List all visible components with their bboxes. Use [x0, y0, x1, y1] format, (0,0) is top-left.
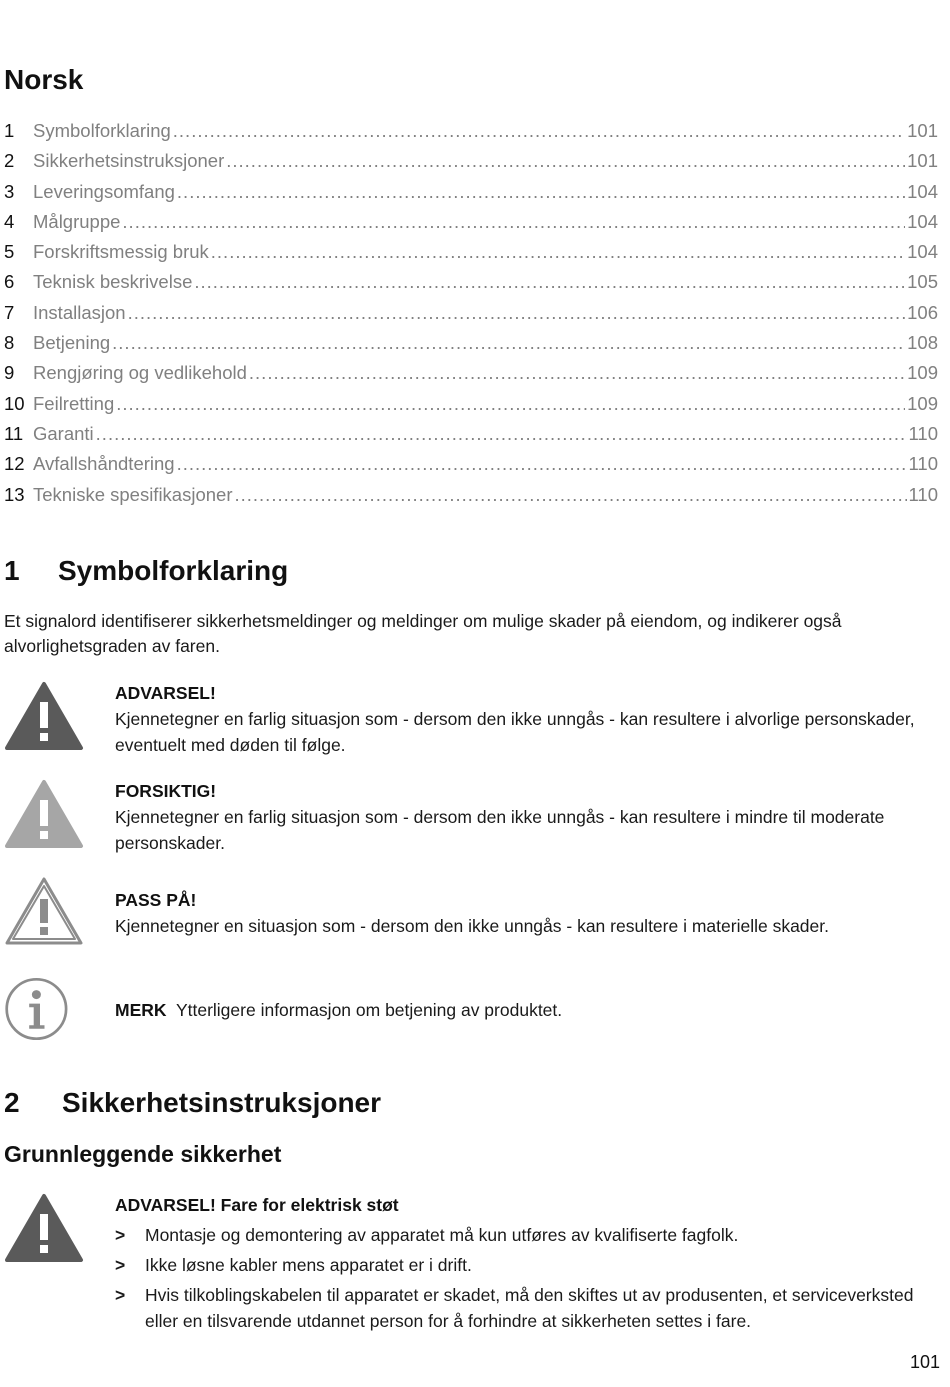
list-item	[115, 1222, 940, 1248]
toc-number: 9	[4, 362, 15, 384]
list-item-text: Montasje og demontering av apparatet må kun utføres av kvalifiserte fagfolk.	[145, 1225, 739, 1245]
toc-title: Betjening	[33, 332, 111, 354]
notice-label: ADVARSEL! Fare for elektrisk støt	[115, 1195, 399, 1215]
language-heading: Norsk	[4, 64, 84, 95]
toc-entry[interactable]	[4, 241, 938, 271]
bullet-marker: >	[115, 1225, 126, 1245]
toc-title: Rengjøring og vedlikehold	[33, 362, 247, 384]
toc-title: Teknisk beskrivelse	[33, 271, 193, 293]
section-title: Symbolforklaring	[58, 555, 289, 586]
toc-entry[interactable]	[4, 332, 938, 362]
toc-number: 7	[4, 301, 15, 323]
toc-entry[interactable]	[4, 453, 938, 483]
toc-entry[interactable]	[4, 150, 938, 180]
toc-number: 11	[4, 422, 24, 444]
toc-page: 104	[907, 241, 938, 263]
toc-leader	[226, 150, 905, 172]
toc-entry[interactable]	[4, 362, 938, 392]
toc-title: Garanti	[33, 422, 94, 444]
notice-body	[115, 997, 940, 1023]
toc-number: 13	[4, 483, 25, 505]
toc-entry[interactable]	[4, 181, 938, 211]
section-heading-sikkerhetsinstruksjoner	[4, 1087, 381, 1119]
toc-page: 110	[908, 422, 938, 444]
toc-page: 105	[907, 271, 938, 293]
section-number: 1	[4, 555, 20, 586]
notice-text: Kjennetegner en farlig situasjon som - dersom den ikke unngås - kan resultere i alvorlige personskader, eventuelt med døden til følge.	[115, 709, 915, 755]
toc-entry[interactable]	[4, 423, 938, 453]
notice-label: MERK	[115, 1000, 167, 1020]
bullet-marker: >	[115, 1255, 126, 1275]
warning-triangle-light-icon	[4, 778, 84, 850]
toc-page: 101	[907, 120, 938, 141]
toc-leader	[211, 241, 905, 263]
toc-title: Installasjon	[33, 301, 126, 323]
notice-text: Kjennetegner en farlig situasjon som - dersom den ikke unngås - kan resultere i mindre til moderate personskader.	[115, 807, 885, 853]
toc-leader	[194, 271, 905, 293]
toc-page: 104	[907, 210, 938, 232]
list-item-text: Hvis tilkoblingskabelen til apparatet er skadet, må den skiftes ut av produsenten, et serviceverksted eller en tilsvarende utdannet person for å forhindre at sikkerheten settes i fare.	[145, 1285, 914, 1331]
toc-title: Feilretting	[33, 392, 115, 414]
toc-page: 110	[908, 453, 938, 475]
toc-leader	[112, 332, 905, 354]
toc-leader	[128, 302, 906, 324]
toc-number: 2	[4, 150, 15, 172]
toc-title: Avfallshåndtering	[33, 453, 175, 475]
info-circle-icon	[4, 973, 76, 1045]
toc-entry[interactable]	[4, 271, 938, 301]
toc-leader	[96, 423, 907, 445]
toc-page: 104	[907, 180, 938, 202]
toc-title: Målgruppe	[33, 210, 121, 232]
toc-entry[interactable]	[4, 211, 938, 241]
document-page	[4, 0, 940, 1387]
notice-body	[115, 1192, 940, 1338]
toc-leader	[234, 484, 906, 506]
toc-title: Forskriftsmessig bruk	[33, 241, 209, 263]
list-item-text: Ikke løsne kabler mens apparatet er i drift.	[145, 1255, 472, 1275]
list-item	[115, 1252, 940, 1278]
toc-number: 12	[4, 453, 25, 475]
toc-number: 4	[4, 210, 15, 232]
warning-triangle-outline-icon	[4, 875, 84, 947]
toc-number: 1	[4, 120, 15, 141]
toc-title: Sikkerhetsinstruksjoner	[33, 150, 225, 172]
toc-page: 109	[907, 392, 938, 414]
section-title: Sikkerhetsinstruksjoner	[62, 1087, 382, 1118]
notice-text: Kjennetegner en situasjon som - dersom den ikke unngås - kan resultere i materielle skader.	[115, 916, 829, 936]
toc-entry[interactable]	[4, 484, 938, 514]
toc-leader	[177, 181, 905, 203]
section-intro-paragraph: Et signalord identifiserer sikkerhetsmeldinger og meldinger om mulige skader på eiendom, og indikerer også alvorlighetsgraden av faren.	[4, 611, 842, 656]
notice-label: ADVARSEL!	[115, 683, 216, 703]
toc-number: 6	[4, 271, 15, 293]
notice-label: PASS PÅ!	[115, 890, 197, 910]
warning-triangle-dark-icon	[4, 1192, 84, 1264]
toc-title: Leveringsomfang	[33, 180, 175, 202]
toc-page: 110	[908, 483, 938, 505]
toc-title: Symbolforklaring	[33, 120, 171, 141]
notice-body	[115, 887, 940, 939]
page-number: 101	[909, 1352, 940, 1372]
toc-page: 108	[907, 332, 938, 354]
toc-entry[interactable]	[4, 302, 938, 332]
instruction-list	[115, 1222, 940, 1334]
notice-body	[115, 680, 940, 758]
list-item	[115, 1282, 940, 1334]
toc-number: 8	[4, 332, 15, 354]
warning-triangle-dark-icon	[4, 680, 84, 752]
notice-label: FORSIKTIG!	[115, 781, 217, 801]
section-number: 2	[4, 1087, 20, 1118]
toc-page: 109	[907, 362, 938, 384]
toc-entry[interactable]	[4, 393, 938, 423]
toc-page: 101	[907, 150, 938, 172]
toc-number: 3	[4, 180, 15, 202]
notice-body	[115, 778, 940, 856]
subsection-heading: Grunnleggende sikkerhet	[4, 1141, 282, 1167]
toc-title: Tekniske spesifikasjoner	[33, 483, 233, 505]
notice-text: Ytterligere informasjon om betjening av produktet.	[175, 1000, 563, 1020]
toc-number: 5	[4, 241, 15, 263]
toc-leader	[122, 211, 905, 233]
toc-page: 106	[907, 301, 938, 323]
bullet-marker: >	[115, 1285, 126, 1305]
toc-leader	[177, 453, 907, 475]
section-heading-symbolforklaring	[4, 555, 288, 587]
toc-entry[interactable]	[4, 120, 938, 150]
toc-number: 10	[4, 392, 25, 414]
toc-leader	[249, 362, 905, 384]
toc-leader	[116, 393, 905, 415]
toc-leader	[173, 120, 905, 142]
table-of-contents	[4, 120, 938, 514]
